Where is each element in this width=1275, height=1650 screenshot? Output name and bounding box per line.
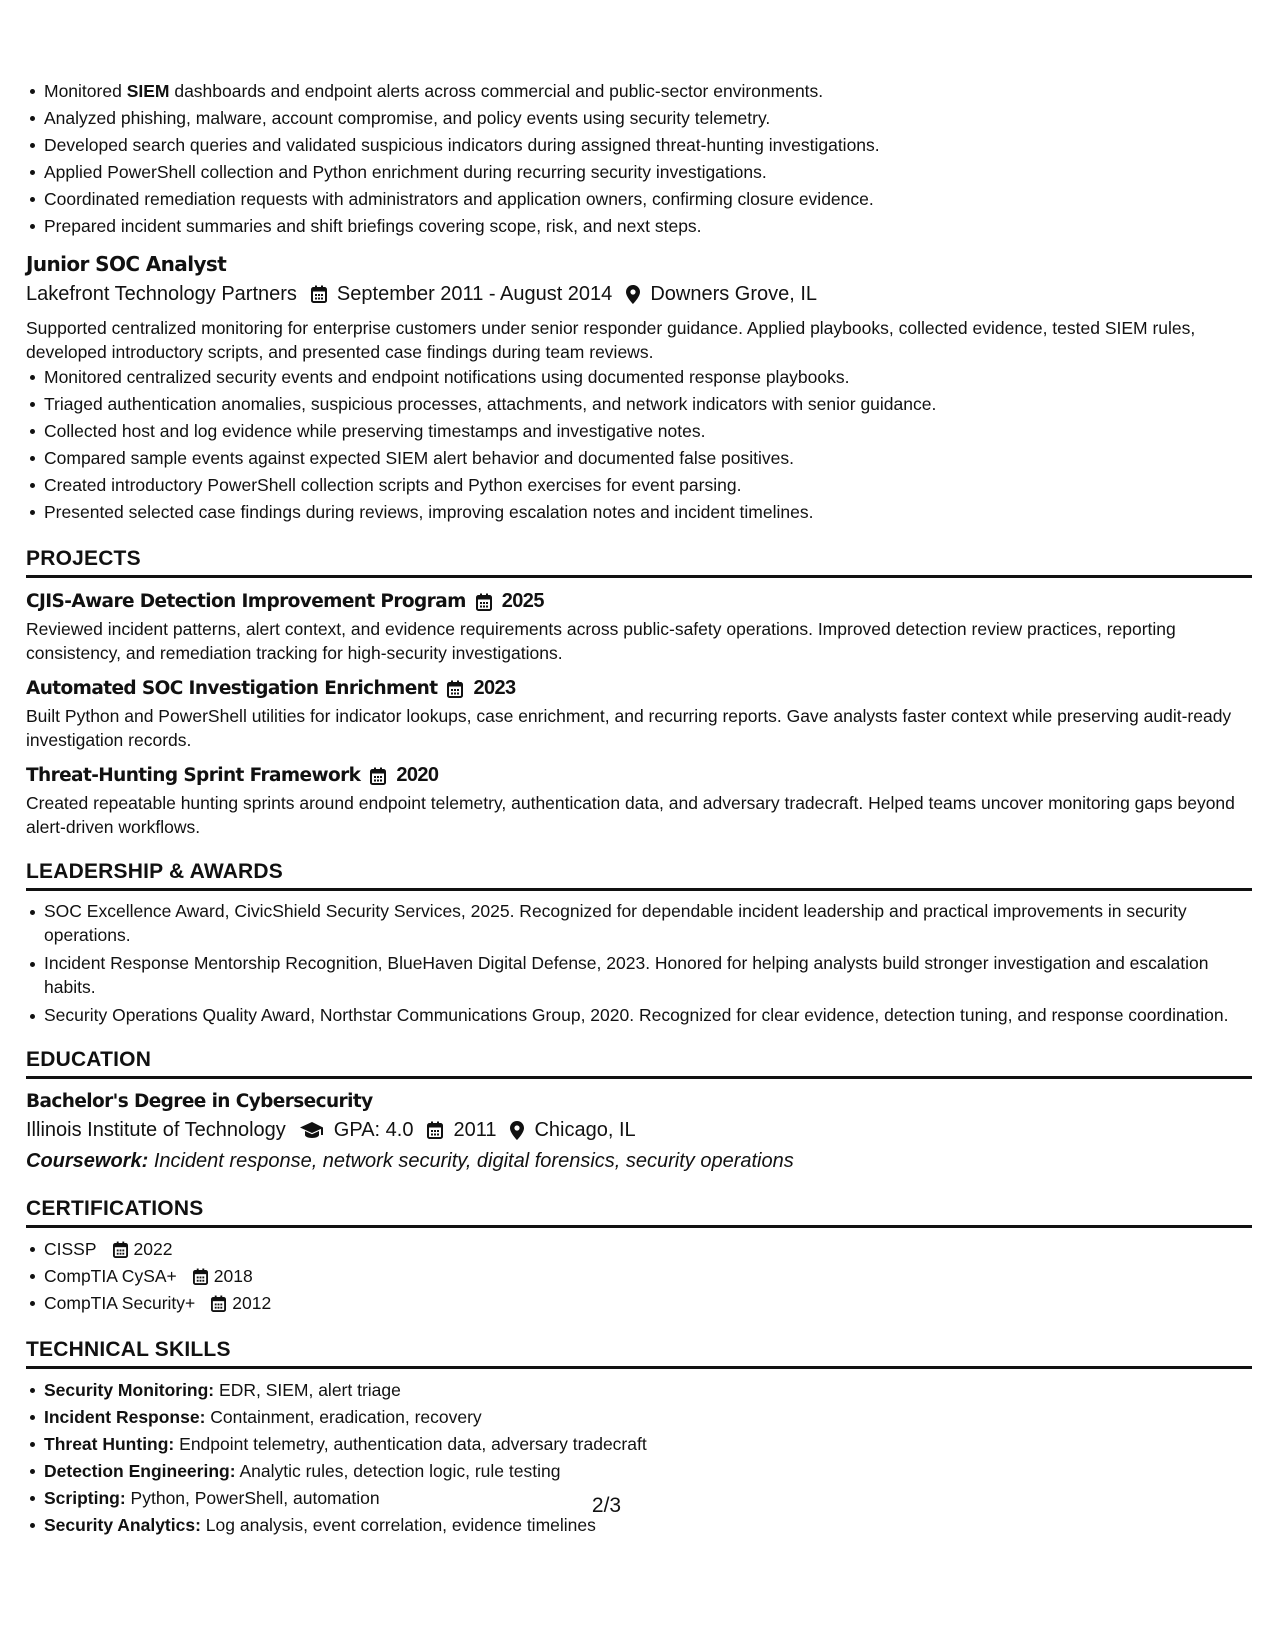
resume-page (26, 78, 1252, 1539)
job-meta (26, 278, 1252, 310)
cert-name: CISSP (44, 1239, 97, 1259)
skill-label: Security Analytics: (44, 1515, 201, 1535)
skill-value: Python, PowerShell, automation (130, 1488, 380, 1508)
project-year: 2020 (396, 764, 439, 786)
skill-label: Threat Hunting: (44, 1434, 175, 1454)
skill-label: Detection Engineering: (44, 1461, 236, 1481)
list-item: Incident Response Mentorship Recognition, BlueHaven Digital Defense, 2023. Honored for helping analysts build stronger investigation and escalation habits. (44, 951, 1252, 999)
list-item (44, 1404, 1252, 1431)
list-item: Applied PowerShell collection and Python enrichment during recurring security investigations. (44, 159, 1252, 186)
certifications-list (26, 1236, 1252, 1317)
list-item: Compared sample events against expected SIEM alert behavior and documented false positives. (44, 445, 1252, 472)
skill-value: Analytic rules, detection logic, rule testing (239, 1461, 561, 1481)
list-item: Developed search queries and validated suspicious indicators during assigned threat-hunting investigations. (44, 132, 1252, 159)
skill-label: Scripting: (44, 1488, 126, 1508)
section-heading-awards: LEADERSHIP & AWARDS (26, 859, 1252, 891)
page-number: 2/3 (591, 1494, 622, 1517)
gpa-value: GPA: 4.0 (333, 1119, 414, 1141)
list-item: Created introductory PowerShell collection scripts and Python exercises for event parsing. (44, 472, 1252, 499)
section-heading-certifications: CERTIFICATIONS (26, 1196, 1252, 1228)
skill-label: Incident Response: (44, 1407, 206, 1427)
project-title: Threat-Hunting Sprint Framework (26, 765, 361, 786)
graduation-year: 2011 (453, 1119, 497, 1141)
job-bullets (26, 364, 1252, 526)
list-item (44, 1458, 1252, 1485)
list-item: Prepared incident summaries and shift briefings covering scope, risk, and next steps. (44, 213, 1252, 240)
job-title: Junior SOC Analyst (26, 252, 227, 276)
cert-year: 2018 (213, 1266, 253, 1286)
map-pin-icon (510, 1121, 524, 1140)
list-item: Coordinated remediation requests with administrators and application owners, confirming closure evidence. (44, 186, 1252, 213)
list-item (44, 1236, 1252, 1263)
company-name: Lakefront Technology Partners (26, 283, 297, 305)
coursework-value: Incident response, network security, digital forensics, security operations (153, 1150, 794, 1172)
cert-name: CompTIA CySA+ (44, 1266, 177, 1286)
calendar-icon (447, 680, 463, 698)
section-heading-education: EDUCATION (26, 1047, 1252, 1079)
project-entry (26, 677, 1252, 752)
project-title: CJIS-Aware Detection Improvement Program (26, 591, 466, 612)
skill-value: EDR, SIEM, alert triage (219, 1380, 401, 1400)
skill-label: Security Monitoring: (44, 1380, 215, 1400)
project-description: Created repeatable hunting sprints around endpoint telemetry, authentication data, and adversary tradecraft. Helped teams uncover monitoring gaps beyond alert-driven workflows. (26, 793, 1235, 837)
job-dates: September 2011 - August 2014 (336, 283, 613, 305)
list-item (44, 1290, 1252, 1317)
skill-value: Endpoint telemetry, authentication data, adversary tradecraft (179, 1434, 647, 1454)
calendar-icon (211, 1295, 226, 1312)
list-item (44, 1263, 1252, 1290)
calendar-icon (427, 1121, 443, 1139)
calendar-icon (193, 1268, 208, 1285)
skill-value: Log analysis, event correlation, evidence timelines (205, 1515, 596, 1535)
cert-name: CompTIA Security+ (44, 1293, 196, 1313)
list-item: SOC Excellence Award, CivicShield Security Services, 2025. Recognized for dependable incident leadership and practical improvements in security operations. (44, 899, 1252, 947)
section-heading-skills: TECHNICAL SKILLS (26, 1337, 1252, 1369)
calendar-icon (311, 285, 327, 303)
education-location: Chicago, IL (534, 1119, 636, 1141)
school-name: Illinois Institute of Technology (26, 1119, 286, 1141)
degree-title: Bachelor's Degree in Cybersecurity (26, 1091, 373, 1112)
previous-job-bullets (26, 78, 1252, 240)
skill-value: Containment, eradication, recovery (210, 1407, 482, 1427)
job-location: Downers Grove, IL (650, 283, 818, 305)
project-entry (26, 590, 1252, 665)
cert-year: 2022 (133, 1239, 173, 1259)
list-item (44, 1377, 1252, 1404)
section-heading-projects: PROJECTS (26, 546, 1252, 578)
project-description: Reviewed incident patterns, alert context, and evidence requirements across public-safety operations. Improved detection review practices, reporting consistency, and remediation tracking for high-security investigations. (26, 619, 1176, 663)
list-item: Triaged authentication anomalies, suspicious processes, attachments, and network indicators with senior guidance. (44, 391, 1252, 418)
map-pin-icon (626, 285, 640, 304)
education-meta (26, 1114, 1252, 1146)
list-item: Monitored SIEM dashboards and endpoint alerts across commercial and public-sector environments. (44, 78, 1252, 105)
project-description: Built Python and PowerShell utilities for indicator lookups, case enrichment, and recurring reports. Gave analysts faster context while preserving audit-ready investigation records. (26, 706, 1232, 750)
list-item (44, 1431, 1252, 1458)
project-entry (26, 764, 1252, 839)
project-year: 2025 (501, 590, 544, 612)
list-item: Collected host and log evidence while preserving timestamps and investigative notes. (44, 418, 1252, 445)
list-item: Analyzed phishing, malware, account compromise, and policy events using security telemetry. (44, 105, 1252, 132)
graduation-cap-icon (300, 1121, 324, 1139)
job-summary: Supported centralized monitoring for enterprise customers under senior responder guidance. Applied playbooks, collected evidence, tested SIEM rules, developed introductory scripts, and presented case findings during team reviews. (26, 318, 1196, 362)
list-item: Security Operations Quality Award, Northstar Communications Group, 2020. Recognized for clear evidence, detection tuning, and response coordination. (44, 1003, 1252, 1027)
project-year: 2023 (473, 677, 516, 699)
coursework (26, 1146, 1252, 1176)
cert-year: 2012 (232, 1293, 272, 1313)
calendar-icon (113, 1241, 128, 1258)
awards-list (26, 899, 1252, 1027)
list-item: Monitored centralized security events and endpoint notifications using documented response playbooks. (44, 364, 1252, 391)
list-item: Presented selected case findings during reviews, improving escalation notes and incident timelines. (44, 499, 1252, 526)
project-title: Automated SOC Investigation Enrichment (26, 678, 438, 699)
coursework-label: Coursework: (26, 1150, 149, 1172)
calendar-icon (476, 593, 492, 611)
calendar-icon (370, 767, 386, 785)
